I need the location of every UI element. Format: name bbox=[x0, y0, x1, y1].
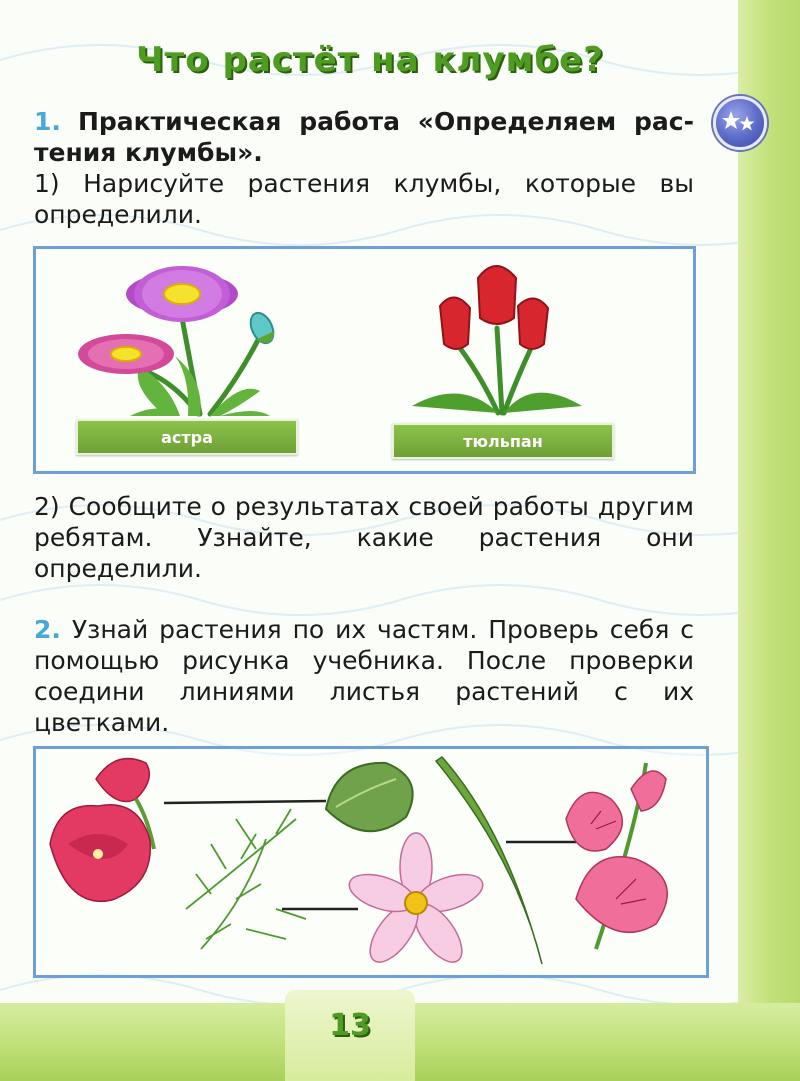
task1-step2: 2) Сообщите о результатах своей работы другим ребятам. Узнайте, какие растения они определили. bbox=[34, 492, 694, 583]
aster-drawing bbox=[70, 256, 300, 418]
page-title: Что растёт на клумбе? bbox=[136, 40, 604, 80]
match-line-1 bbox=[164, 801, 326, 803]
matching-illustration bbox=[36, 749, 700, 969]
task1-number: 1. bbox=[34, 107, 61, 136]
broad-leaf-image bbox=[326, 763, 413, 831]
page-number: 13 bbox=[329, 1008, 371, 1043]
cosmos-flower-image bbox=[345, 833, 488, 969]
task1-heading bbox=[34, 106, 694, 168]
stars-badge-icon bbox=[713, 96, 767, 150]
green-side-strip bbox=[738, 0, 800, 1081]
petunia-flower-image bbox=[50, 759, 154, 902]
fine-leaf-image bbox=[186, 809, 306, 949]
task2-number: 2. bbox=[34, 615, 61, 644]
task1-title: Практическая работа «Определяем растения клумбы». bbox=[34, 107, 694, 167]
tulip-drawing bbox=[412, 258, 582, 420]
task1-step1: 1) Нарисуйте растения клумбы, которые вы определили. bbox=[34, 169, 694, 229]
aster-label: астра bbox=[76, 419, 298, 455]
task2-text: Узнай растения по их частям. Проверь себя с помощью рисунка учебника. После проверки соедини линиями листья растений с их цветками. bbox=[34, 615, 694, 737]
gladiolus-flower-image bbox=[566, 763, 667, 949]
tulip-label: тюльпан bbox=[392, 423, 614, 459]
task2-text-block bbox=[34, 614, 694, 738]
